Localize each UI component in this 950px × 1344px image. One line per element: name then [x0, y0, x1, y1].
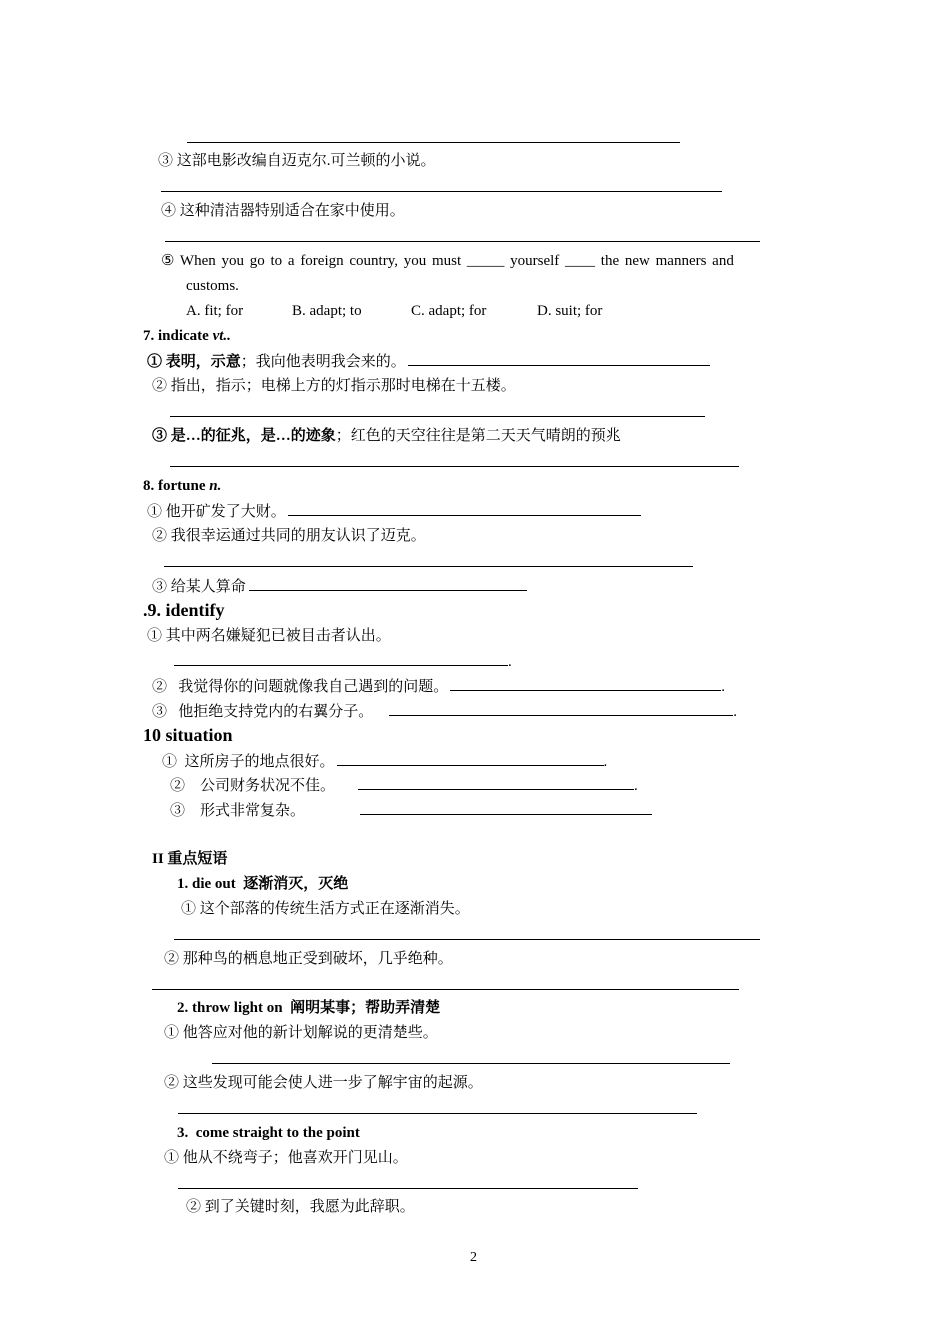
answer-line[interactable] [170, 466, 739, 467]
period: . [508, 654, 512, 670]
sentence-text: ③ 他拒绝支持党内的右翼分子。 [152, 704, 374, 720]
heading-situation: 10 situation [143, 725, 233, 745]
identify-sentence-1: ① 其中两名嫌疑犯已被目击者认出。 [147, 628, 391, 644]
answer-line[interactable] [450, 676, 721, 691]
page-number: 2 [470, 1250, 477, 1265]
sentence-text: ③ 给某人算命 [152, 579, 246, 595]
heading-fortune [143, 476, 221, 496]
phrase-2-sentence-2: ② 这些发现可能会使人进一步了解宇宙的起源。 [164, 1075, 483, 1091]
phrase-3-sentence-1: ① 他从不绕弯子；他喜欢开门见山。 [164, 1150, 408, 1166]
period: . [733, 704, 738, 720]
section-heading-phrases: II 重点短语 [152, 851, 228, 867]
period: . [721, 679, 726, 695]
part-of-speech: n. [209, 478, 222, 494]
heading-word: 7. indicate [143, 328, 209, 344]
answer-line[interactable] [174, 939, 760, 940]
period: . [603, 754, 608, 770]
answer-line[interactable] [161, 191, 722, 192]
sentence-text: ③ 形式非常复杂。 [170, 803, 306, 819]
answer-line[interactable] [408, 351, 710, 366]
identify-sentence-3 [152, 701, 737, 722]
question-item-5-cont: customs. [186, 278, 239, 294]
option-c[interactable]: C. adapt; for [411, 303, 487, 319]
heading-identify: .9. identify [143, 600, 225, 620]
period: . [634, 778, 638, 794]
option-d[interactable]: D. suit; for [537, 303, 603, 319]
phrase-3-heading: 3. come straight to the point [177, 1125, 360, 1141]
answer-line[interactable] [174, 651, 508, 666]
answer-line[interactable] [170, 416, 705, 417]
answer-line[interactable] [187, 142, 680, 143]
meaning-label: ① 表明，示意 [147, 354, 241, 370]
answer-line[interactable] [337, 751, 604, 766]
phrase-2-heading: 2. throw light on 阐明某事；帮助弄清楚 [177, 1000, 441, 1016]
option-b[interactable]: B. adapt; to [292, 303, 362, 319]
answer-line[interactable] [178, 1113, 697, 1114]
heading-indicate [143, 326, 231, 346]
answer-line[interactable] [152, 989, 739, 990]
situation-sentence-3 [170, 800, 652, 821]
sentence-text: ② 我觉得你的问题就像我自己遇到的问题。 [152, 679, 449, 695]
indicate-sentence-2: ② 指出，指示；电梯上方的灯指示那时电梯在十五楼。 [152, 378, 516, 394]
sentence-text: ② 公司财务状况不佳。 [170, 778, 336, 794]
answer-line[interactable] [178, 1188, 638, 1189]
part-of-speech: vt.. [212, 328, 231, 344]
meaning-label: ③ 是…的征兆，是…的迹象 [152, 428, 336, 444]
fortune-sentence-3 [152, 576, 527, 597]
identify-sentence-2 [152, 676, 725, 697]
answer-line[interactable] [358, 775, 634, 790]
phrase-1-sentence-2: ② 那种鸟的栖息地正受到破坏，几乎绝种。 [164, 951, 453, 967]
identify-answer-1 [174, 651, 512, 672]
sentence-item-3: ③ 这部电影改编自迈克尔.可兰顿的小说。 [158, 153, 436, 169]
answer-line[interactable] [212, 1063, 730, 1064]
indicate-sentence-1 [147, 351, 710, 372]
answer-line[interactable] [389, 701, 733, 716]
situation-sentence-1 [162, 751, 607, 772]
phrase-1-sentence-1: ① 这个部落的传统生活方式正在逐渐消失。 [181, 901, 470, 917]
situation-sentence-2 [170, 775, 638, 796]
sentence-item-4: ④ 这种清洁器特别适合在家中使用。 [161, 203, 405, 219]
fortune-sentence-1 [147, 501, 641, 522]
answer-line[interactable] [165, 241, 760, 242]
heading-word: 8. fortune [143, 478, 206, 494]
phrase-1-heading: 1. die out 逐渐消灭，灭绝 [177, 876, 349, 892]
indicate-sentence-3 [152, 426, 621, 446]
phrase-3-sentence-2: ② 到了关键时刻，我愿为此辞职。 [186, 1199, 415, 1215]
answer-line[interactable] [164, 566, 693, 567]
answer-line[interactable] [249, 576, 527, 591]
phrase-2-sentence-1: ① 他答应对他的新计划解说的更清楚些。 [164, 1025, 438, 1041]
sentence-text: ① 这所房子的地点很好。 [162, 754, 335, 770]
fortune-sentence-2: ② 我很幸运通过共同的朋友认识了迈克。 [152, 528, 426, 544]
sentence-text: ；我向他表明我会来的。 [240, 354, 406, 370]
sentence-text: ；红色的天空往往是第二天天气晴朗的预兆 [335, 428, 621, 444]
option-a[interactable]: A. fit; for [186, 303, 244, 319]
question-item-5: ⑤ When you go to a foreign country, you must _____ yourself ____ the new manners and [161, 253, 734, 269]
answer-line[interactable] [288, 501, 641, 516]
answer-line[interactable] [360, 800, 652, 815]
sentence-text: ① 他开矿发了大财。 [147, 504, 286, 520]
